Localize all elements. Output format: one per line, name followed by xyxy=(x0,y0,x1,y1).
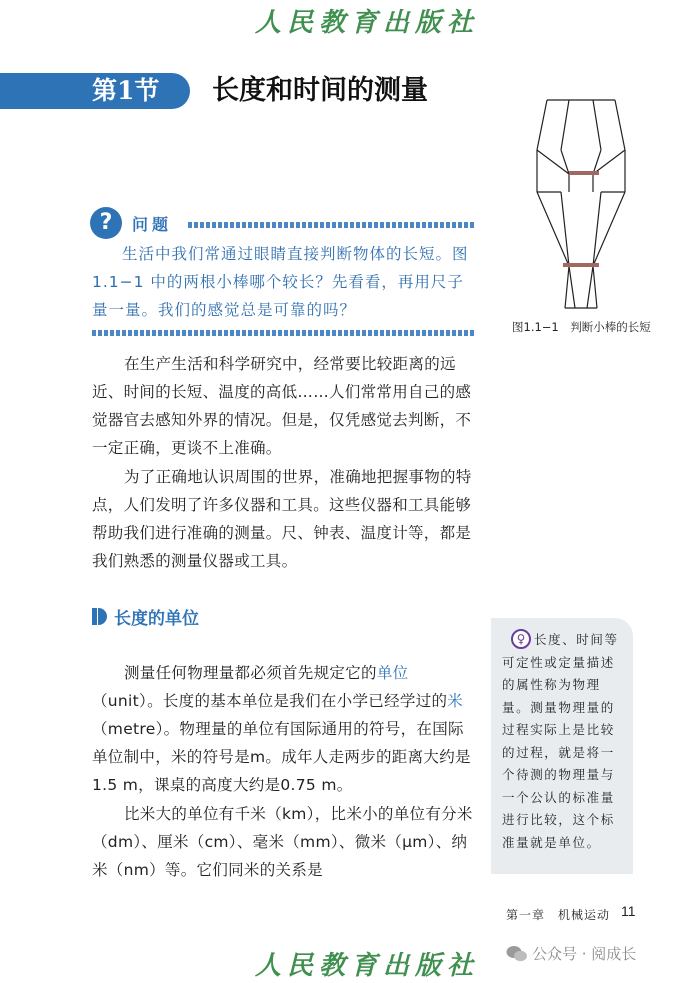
question-mark-icon: ? xyxy=(90,207,122,239)
question-divider-top xyxy=(188,222,476,228)
footer-chapter: 第一章 机械运动 xyxy=(506,908,611,922)
paragraph-intro: 在生产生活和科学研究中，经常要比较距离的远近、时间的长短、温度的高低……人们常常用自己的感觉器官去感知外界的情况。但是，仅凭感觉去判断，不一定正确，更谈不上准确。 xyxy=(92,355,472,457)
wechat-icon xyxy=(506,945,528,963)
figure-caption: 图1.1−1 判断小棒的长短 xyxy=(512,320,651,334)
unit-para-text-c: （unit）。长度的基本单位是我们在小学已经学过的 xyxy=(92,692,448,710)
term-unit: 单位 xyxy=(376,664,409,682)
stick-upper xyxy=(569,171,599,175)
bulb-icon: ♀ xyxy=(511,629,531,649)
subsection-title: 长度的单位 xyxy=(114,609,199,629)
question-title: 问题 xyxy=(132,215,173,234)
question-text: 生活中我们常通过眼睛直接判断物体的长短。图1.1−1 中的两根小棒哪个较长？先看看，再用尺子量一量。我们的感觉总是可靠的吗？ xyxy=(92,245,469,319)
section-title: 长度和时间的测量 xyxy=(212,75,428,106)
unit-para-text-e: （metre）。物理量的单位有国际通用的符号，在国际单位制中，米的符号是m。成年人走两步的距离大约是1.5 m，课桌的高度大约是0.75 m。 xyxy=(92,720,471,794)
watermark-text: 公众号 · 阅成长 xyxy=(532,945,637,963)
watermark xyxy=(506,943,636,964)
paragraph-unit xyxy=(92,659,476,799)
side-note-text: 长度、时间等可定性或定量描述的属性称为物理量。测量物理量的过程实际上是比较的过程，就是将一个待测的物理量与一个公认的标准量进行比较，这个标准量就是单位。 xyxy=(502,632,619,850)
paragraph-instruments: 为了正确地认识周围的世界，准确地把握事物的特点，人们发明了许多仪器和工具。这些仪器和工具能够帮助我们进行准确的测量。尺、钟表、温度计等，都是我们熟悉的测量仪器或工具。 xyxy=(92,468,472,570)
stick-lower xyxy=(563,263,599,267)
subsection-marker-icon xyxy=(92,608,97,625)
unit-para-text-a: 测量任何物理量都必须首先规定它的 xyxy=(124,664,377,682)
section-number: 第1节 xyxy=(92,76,160,105)
publisher-logo-bottom: 人民教育出版社 xyxy=(255,951,480,981)
page-number: 11 xyxy=(621,903,636,919)
term-metre: 米 xyxy=(447,692,464,710)
figure-outline-lower xyxy=(537,192,625,308)
figure-outline-upper xyxy=(537,100,625,174)
paragraph-units: 比米大的单位有千米（km），比米小的单位有分米（dm）、厘米（cm）、毫米（mm）、微米（μm）、纳米（nm）等。它们同米的关系是 xyxy=(92,805,473,879)
subsection-marker-cap xyxy=(98,608,107,625)
stick-illusion-figure xyxy=(535,96,635,312)
publisher-logo-top: 人民教育出版社 xyxy=(255,8,480,38)
question-divider-bottom xyxy=(92,330,476,336)
